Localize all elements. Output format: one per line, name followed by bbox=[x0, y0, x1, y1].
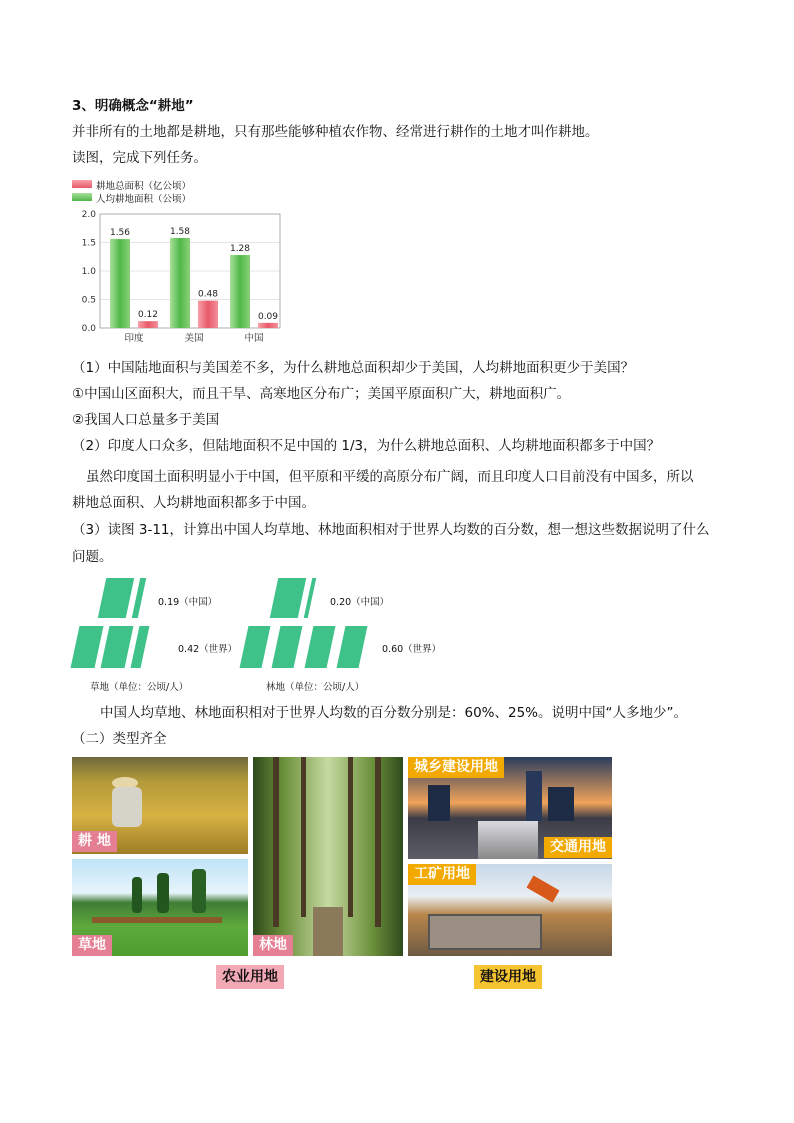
trunk-shape bbox=[273, 757, 279, 927]
answer-2-line-2: 耕地总面积、人均耕地面积都多于中国。 bbox=[72, 495, 315, 511]
grass-world-block bbox=[131, 626, 150, 668]
y-tick-label: 1.5 bbox=[81, 238, 96, 249]
category-label: 印度 bbox=[124, 333, 144, 344]
question-3-line-1: （3）读图 3-11，计算出中国人均草地、林地面积相对于世界人均数的百分数，想一想这些数据说明了什么 bbox=[72, 522, 710, 538]
road-shape bbox=[478, 821, 538, 859]
instruction-text: 读图，完成下列任务。 bbox=[72, 150, 207, 166]
farmland-photo bbox=[72, 757, 248, 854]
trunk-shape bbox=[348, 757, 353, 917]
bar bbox=[170, 238, 190, 328]
bar-value-label: 0.09 bbox=[257, 311, 279, 322]
y-tick-label: 0.0 bbox=[81, 324, 96, 334]
land-per-capita-figure bbox=[72, 574, 452, 694]
grass-world-block bbox=[71, 626, 104, 668]
answer-1-point-2: ②我国人口总量多于美国 bbox=[72, 412, 220, 428]
forest-china-block bbox=[304, 578, 317, 618]
legend-swatch-total bbox=[72, 180, 92, 188]
excavator-shape bbox=[527, 875, 560, 902]
forest-world-block bbox=[272, 626, 303, 668]
cattle-shape bbox=[92, 917, 222, 923]
farmland-tag: 耕 地 bbox=[72, 831, 117, 852]
bar bbox=[230, 255, 250, 328]
grassland-photo bbox=[72, 859, 248, 956]
y-tick-label: 1.0 bbox=[81, 267, 96, 277]
chart-plot bbox=[72, 208, 287, 348]
tree-shape bbox=[192, 869, 206, 913]
y-tick-label: 0.5 bbox=[81, 295, 96, 306]
building-shape bbox=[526, 771, 542, 821]
bar-value-label: 1.56 bbox=[109, 228, 131, 239]
answer-3: 中国人均草地、林地面积相对于世界人均数的百分数分别是：60%、25%。说明中国“人多地少”。 bbox=[100, 705, 687, 721]
forest-world-label: 0.60（世界） bbox=[382, 644, 442, 655]
grass-china-block bbox=[132, 578, 147, 618]
answer-2-line-1: 虽然印度国土面积明显小于中国，但平原和平缓的高原分布广阔，而且印度人口目前没有中国多，所以 bbox=[86, 469, 694, 485]
section-2-heading: （二）类型齐全 bbox=[72, 731, 167, 747]
forest-caption: 林地（单位：公顷/人） bbox=[266, 682, 365, 693]
grassland-tag: 草地 bbox=[72, 935, 112, 956]
intro-text: 并非所有的土地都是耕地，只有那些能够种植农作物、经常进行耕作的土地才叫作耕地。 bbox=[72, 124, 599, 140]
urban-photo bbox=[408, 757, 612, 859]
build-caption: 建设用地 bbox=[474, 965, 542, 989]
bar bbox=[198, 301, 218, 328]
building-shape bbox=[428, 785, 450, 821]
answer-1-point-1: ①中国山区面积大，而且干旱、高寒地区分布广；美国平原面积广大，耕地面积广。 bbox=[72, 386, 571, 402]
grass-world-block bbox=[101, 626, 134, 668]
truck-shape bbox=[428, 914, 542, 950]
bar bbox=[138, 321, 158, 328]
transport-tag: 交通用地 bbox=[544, 837, 612, 858]
farmland-bar-chart bbox=[72, 178, 287, 348]
farmer-shape bbox=[112, 787, 142, 827]
grass-world-label: 0.42（世界） bbox=[178, 644, 238, 655]
bar-value-label: 0.48 bbox=[197, 289, 219, 300]
y-tick-label: 2.0 bbox=[81, 210, 96, 220]
category-label: 中国 bbox=[244, 333, 264, 344]
tree-shape bbox=[132, 877, 142, 913]
bar bbox=[110, 239, 130, 328]
category-label: 美国 bbox=[184, 333, 204, 344]
grass-china-label: 0.19（中国） bbox=[158, 597, 218, 608]
grass-china-block bbox=[98, 578, 135, 618]
legend-label-total: 耕地总面积（亿公顷） bbox=[96, 181, 192, 192]
forest-tag: 林地 bbox=[253, 935, 293, 956]
trunk-shape bbox=[375, 757, 381, 927]
bar-value-label: 1.58 bbox=[169, 226, 191, 237]
forest-world-block bbox=[337, 626, 368, 668]
mining-photo bbox=[408, 864, 612, 956]
trunk-shape bbox=[301, 757, 306, 917]
forest-world-block bbox=[305, 626, 336, 668]
forest-china-label: 0.20（中国） bbox=[330, 597, 390, 608]
bar-value-label: 0.12 bbox=[137, 310, 159, 321]
legend-swatch-per-capita bbox=[72, 193, 92, 201]
question-2: （2）印度人口众多，但陆地面积不足中国的 1/3，为什么耕地总面积、人均耕地面积都多于中国？ bbox=[72, 438, 661, 454]
path-shape bbox=[313, 907, 343, 956]
building-shape bbox=[548, 787, 574, 821]
grass-caption: 草地（单位：公顷/人） bbox=[90, 682, 189, 693]
urban-tag: 城乡建设用地 bbox=[408, 757, 504, 778]
forest-china-block bbox=[270, 578, 307, 618]
tree-shape bbox=[157, 873, 169, 913]
forest-world-block bbox=[240, 626, 271, 668]
forest-photo bbox=[253, 757, 403, 956]
bar-value-label: 1.28 bbox=[229, 244, 251, 255]
agri-caption: 农业用地 bbox=[216, 965, 284, 989]
question-3-line-2: 问题。 bbox=[72, 549, 113, 565]
section-heading: 3、明确概念“耕地” bbox=[72, 98, 194, 114]
mining-tag: 工矿用地 bbox=[408, 864, 476, 885]
legend-label-per-capita: 人均耕地面积（公顷） bbox=[96, 194, 192, 205]
bar bbox=[258, 323, 278, 328]
question-1: （1）中国陆地面积与美国差不多，为什么耕地总面积却少于美国，人均耕地面积更少于美国？ bbox=[72, 360, 635, 376]
